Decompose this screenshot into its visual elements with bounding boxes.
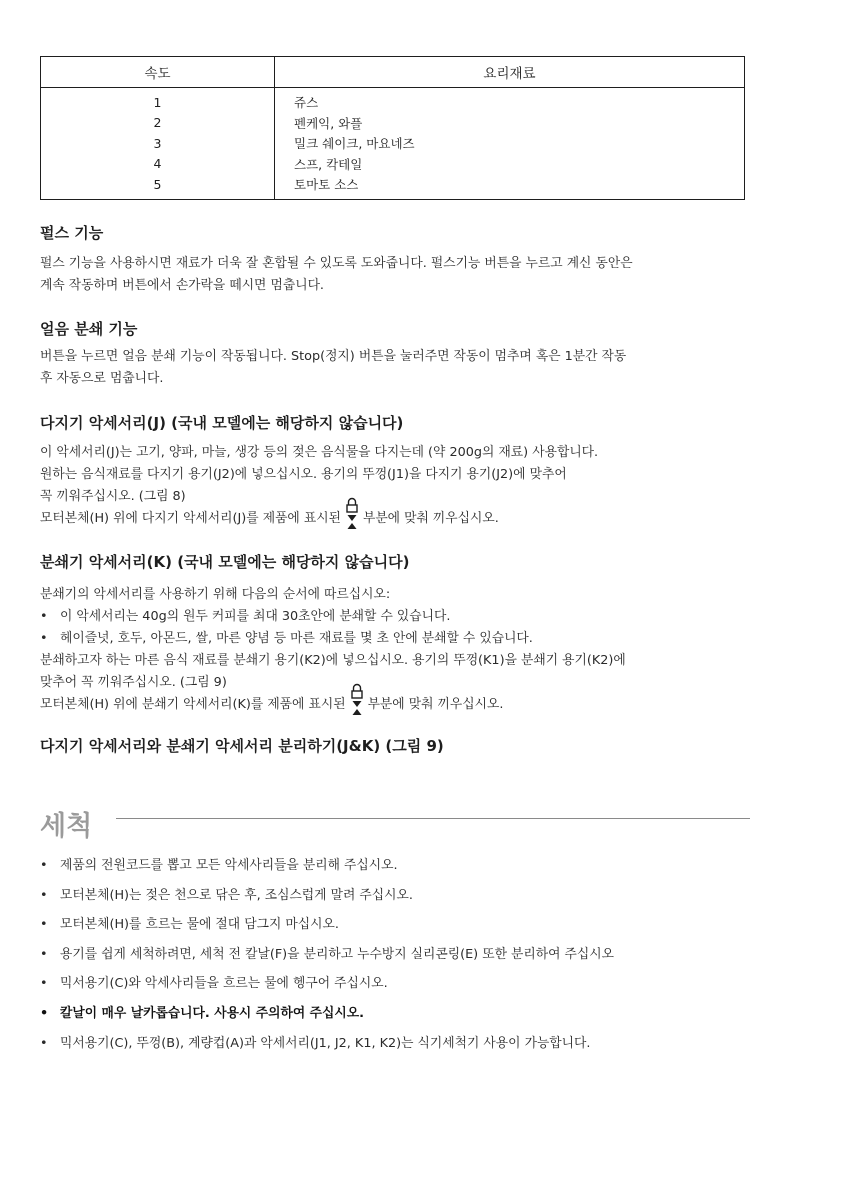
lock-arrow-icon [350, 694, 364, 716]
lock-arrow-icon [345, 508, 359, 530]
table-row [41, 113, 745, 134]
chopper-heading: 다지기 악세서리(J) (국내 모델에는 해당하지 않습니다) [40, 414, 404, 432]
chopper-line-end: 부분에 맞춰 끼우십시오. [362, 511, 499, 526]
table-row [41, 88, 745, 113]
bullet-mark: • [40, 858, 48, 873]
list-item [40, 910, 614, 940]
washing-list [40, 851, 614, 1058]
grinder-bullet [40, 628, 626, 650]
list-item [40, 969, 614, 999]
speed-cell: 2 [41, 113, 275, 134]
bullet-mark: • [40, 609, 48, 624]
ingredients-cell: 스프, 칵테일 [294, 156, 363, 172]
ingredients-cell: 토마토 소스 [294, 177, 359, 193]
bullet-mark: • [40, 887, 48, 903]
bullet-mark: • [40, 1035, 48, 1051]
chopper-line: 이 악세서리(J)는 고기, 양파, 마늘, 생강 등의 젖은 음식물을 다지는데 (약 200g의 재료) 사용합니다. [40, 445, 599, 460]
heading-divider [116, 818, 750, 819]
bullet-mark: • [40, 631, 48, 646]
speed-cell: 3 [41, 133, 275, 154]
speed-cell: 4 [41, 154, 275, 175]
grinder-line-start: 모터본체(H) 위에 분쇄기 악세서리(K)를 제품에 표시된 [40, 697, 346, 712]
ingredients-cell: 펜케익, 와플 [294, 115, 363, 131]
grinder-line: 맞추어 꼭 끼워주십시오. (그림 9) [40, 675, 227, 690]
list-item [40, 851, 614, 881]
bullet-mark: • [40, 946, 48, 962]
table-row [41, 174, 745, 199]
chopper-line: 원하는 음식재료를 다지기 용기(J2)에 넣으십시오. 용기의 뚜껑(J1)을 다지기 용기(J2)에 맞추어 [40, 467, 567, 482]
list-item-text: 모터본체(H)를 흐르는 물에 절대 담그지 마십시오. [60, 917, 339, 933]
grinder-line [40, 694, 626, 716]
speed-table [40, 56, 745, 200]
bullet-mark: • [40, 917, 48, 933]
table-header-row [41, 57, 745, 88]
list-item [40, 940, 614, 970]
grinder-line: 분쇄하고자 하는 마른 음식 재료를 분쇄기 용기(K2)에 넣으십시오. 용기의 뚜껑(K1)을 분쇄기 용기(K2)에 [40, 653, 626, 668]
list-item-text: 모터본체(H)는 젖은 천으로 닦은 후, 조심스럽게 말려 주십시오. [60, 887, 413, 903]
ice-line: 후 자동으로 멈춥니다. [40, 371, 164, 386]
chopper-line: 꼭 끼워주십시오. (그림 8) [40, 489, 186, 504]
table-row [41, 133, 745, 154]
list-item-text: 믹서용기(C)와 악세사리들을 흐르는 물에 헹구어 주십시오. [60, 976, 388, 992]
ice-line: 버튼을 누르면 얼음 분쇄 기능이 작동됩니다. Stop(정지) 버튼을 눌러주면 작동이 멈추며 혹은 1분간 작동 [40, 349, 627, 364]
speed-cell: 1 [41, 88, 275, 113]
speed-cell: 5 [41, 174, 275, 199]
bullet-mark: • [40, 976, 48, 992]
header-ingredients: 요리재료 [275, 57, 745, 88]
grinder-bullet [40, 606, 626, 628]
grinder-line: 분쇄기의 악세서리를 사용하기 위해 다음의 순서에 따르십시오: [40, 587, 391, 602]
list-item [40, 881, 614, 911]
ingredients-cell: 밀크 쉐이크, 마요네즈 [294, 136, 415, 152]
table-row [41, 154, 745, 175]
list-item [40, 1029, 614, 1059]
bullet-mark: • [40, 1005, 49, 1021]
grinder-bullet-text: 이 악세서리는 40g의 원두 커피를 최대 30초안에 분쇄할 수 있습니다. [60, 609, 451, 624]
grinder-line-end: 부분에 맞춰 끼우십시오. [367, 697, 504, 712]
pulse-paragraph [40, 253, 633, 297]
grinder-bullet-text: 헤이즐넛, 호두, 아몬드, 쌀, 마른 양념 등 마른 재료를 몇 초 안에 분쇄할 수 있습니다. [60, 631, 533, 646]
list-item-text: 칼날이 매우 날카롭습니다. 사용시 주의하여 주십시오. [60, 1005, 364, 1021]
chopper-paragraph [40, 442, 598, 530]
warning-list-item [40, 999, 614, 1029]
pulse-line: 계속 작동하며 버튼에서 손가락을 떼시면 멈춥니다. [40, 278, 325, 293]
chopper-line [40, 508, 598, 530]
washing-heading: 세척 [40, 811, 93, 842]
grinder-paragraph [40, 584, 626, 716]
list-item-text: 용기를 쉽게 세척하려면, 세척 전 칼날(F)을 분리하고 누수방지 실리콘링(E) 또한 분리하여 주십시오 [60, 946, 614, 962]
ice-heading: 얼음 분쇄 기능 [40, 320, 138, 338]
header-speed: 속도 [41, 57, 275, 88]
list-item-text: 믹서용기(C), 뚜껑(B), 계량컵(A)과 악세서리(J1, J2, K1, K2)는 식기세척기 사용이 가능합니다. [60, 1035, 591, 1051]
pulse-heading: 펄스 기능 [40, 224, 104, 242]
ingredients-cell: 쥬스 [294, 95, 319, 111]
list-item-text: 제품의 전원코드를 뽑고 모든 악세사리들을 분리해 주십시오. [60, 858, 398, 873]
pulse-line: 펄스 기능을 사용하시면 재료가 더욱 잘 혼합될 수 있도록 도와줍니다. 펄스기능 버튼을 누르고 계신 동안은 [40, 256, 633, 271]
ice-paragraph [40, 346, 626, 390]
detach-heading: 다지기 악세서리와 분쇄기 악세서리 분리하기(J&K) (그림 9) [40, 737, 444, 755]
chopper-line-start: 모터본체(H) 위에 다지기 악세서리(J)를 제품에 표시된 [40, 511, 341, 526]
grinder-heading: 분쇄기 악세서리(K) (국내 모델에는 해당하지 않습니다) [40, 553, 410, 571]
